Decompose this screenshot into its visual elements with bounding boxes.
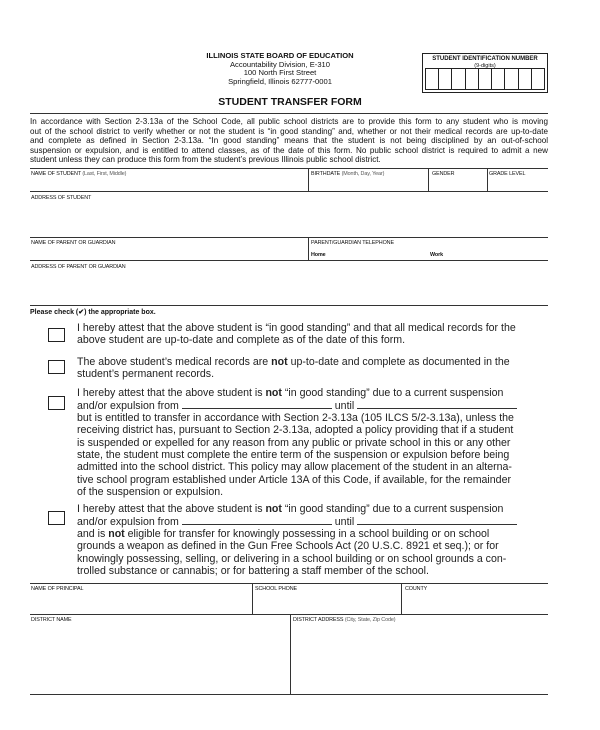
label: DISTRICT ADDRESS	[293, 617, 344, 623]
text: and/or expulsion from	[77, 400, 179, 413]
divider	[30, 191, 548, 192]
option-line: is suspended or expelled for any reason from any public or private school in this or any other	[77, 436, 511, 449]
name-of-parent-field[interactable]: NAME OF PARENT OR GUARDIAN	[31, 240, 116, 246]
divider	[428, 168, 429, 192]
emphasis: not	[265, 387, 282, 399]
district-address-field[interactable]	[293, 617, 395, 624]
weapon-drug-checkbox[interactable]	[48, 511, 65, 525]
divider	[30, 113, 548, 114]
good-standing-checkbox[interactable]	[48, 328, 65, 342]
option-line: trolled substance or cannabis; or for battering a staff member of the school.	[77, 564, 429, 577]
option-good-standing	[77, 322, 547, 347]
option-line: but is entitled to transfer in accordance with Section 2-3.13a (105 ILCS 5/2-3.13a), unless the	[77, 411, 514, 424]
text: “in good standing” due to a current suspension	[281, 503, 504, 515]
grade-level-field[interactable]: GRADE LEVEL	[489, 171, 526, 177]
street: 100 North First Street	[243, 68, 317, 78]
text: “in good standing” due to a current suspension	[281, 387, 504, 399]
text: until	[334, 516, 355, 529]
hint: (Last, First, Middle)	[82, 171, 127, 177]
divider	[487, 168, 488, 192]
county-field[interactable]: COUNTY	[405, 586, 428, 592]
emphasis: not	[108, 527, 125, 540]
divider	[30, 614, 548, 615]
option-line: I hereby attest that the above student is “in good standing” and that all medical records for the	[77, 322, 516, 334]
parent-telephone-label: PARENT/GUARDIAN TELEPHONE	[311, 240, 394, 246]
text: I hereby attest that the above student is	[77, 387, 266, 399]
hint: (Month, Day, Year)	[341, 171, 385, 177]
option-line: receiving district has, pursuant to Section 2-3.13a, adopted a policy providing that if a student	[77, 424, 514, 437]
option-line: tive school program established under Article 13A of this Code, if available, for the remainder	[77, 473, 511, 486]
divider	[252, 583, 253, 615]
until-date-blank[interactable]	[357, 515, 517, 525]
text: and is	[77, 527, 109, 540]
district-name-field[interactable]: DISTRICT NAME	[31, 617, 72, 623]
label: BIRTHDATE	[311, 171, 341, 177]
birthdate-field[interactable]	[311, 171, 384, 178]
text: until	[334, 400, 355, 413]
text: The above student’s medical records are	[77, 356, 272, 368]
divider	[30, 583, 548, 584]
option-line: state, the student must complete the entire term of the suspension or expulsion before being	[77, 448, 510, 461]
suspension-checkbox[interactable]	[48, 396, 65, 410]
school-from-blank[interactable]	[182, 515, 332, 525]
name-of-principal-field[interactable]: NAME OF PRINCIPAL	[31, 586, 84, 592]
option-line: admitted into the school district. This policy may allow placement of the student in an alterna-	[77, 461, 512, 474]
option-line: above student are up-to-date and complete as of the date of this form.	[77, 334, 406, 347]
student-id-box	[422, 53, 548, 93]
agency-name: ILLINOIS STATE BOARD OF EDUCATION	[206, 51, 354, 60]
option-weapon-drug	[77, 503, 547, 577]
hint: (City, State, Zip Code)	[344, 617, 396, 623]
id-digit-cell[interactable]	[532, 69, 544, 89]
label: NAME OF STUDENT	[31, 171, 81, 177]
gender-field[interactable]: GENDER	[432, 171, 455, 177]
option-suspension	[77, 387, 547, 499]
divider	[401, 583, 402, 615]
intro-line: student unless they can produce this form from the student’s previous Illinois public school district.	[30, 155, 381, 165]
student-id-title: STUDENT IDENTIFICATION NUMBER	[432, 56, 538, 62]
emphasis: not	[271, 356, 288, 368]
divider	[30, 305, 548, 306]
divider	[30, 694, 548, 695]
form-title: STUDENT TRANSFER FORM	[218, 96, 362, 108]
option-line: grounds a weapon as defined in the Gun Free Schools Act (20 U.S.C. 8921 et seq.); or for	[77, 540, 499, 553]
option-line: knowingly possessing, selling, or delivering in a school building or on school grounds a con-	[77, 552, 507, 565]
student-id-cells[interactable]	[425, 68, 545, 90]
divider	[308, 168, 309, 192]
work-phone-field[interactable]: Work	[430, 252, 443, 258]
id-digit-cell[interactable]	[452, 69, 465, 89]
text: I hereby attest that the above student is	[77, 503, 266, 515]
text: up-to-date and complete as documented in the	[287, 356, 510, 368]
divider	[308, 237, 309, 261]
id-digit-cell[interactable]	[426, 69, 439, 89]
intro-line: out of the school district to verify whether or not the student is “in good standing” and, whether or not their medical records are up-to-date	[30, 126, 548, 136]
intro-line: In accordance with Section 2-3.13a of the School Code, all public school districts are to provide this form to any student who is moving	[30, 117, 548, 126]
division: Accountability Division, E-310	[229, 59, 331, 69]
school-phone-field[interactable]: SCHOOL PHONE	[255, 586, 298, 592]
divider	[290, 614, 291, 694]
id-digit-cell[interactable]	[519, 69, 532, 89]
id-digit-cell[interactable]	[466, 69, 479, 89]
school-from-blank[interactable]	[182, 399, 332, 409]
id-digit-cell[interactable]	[479, 69, 492, 89]
intro-text	[30, 117, 548, 165]
option-medical-records	[77, 356, 547, 381]
divider	[30, 237, 548, 238]
divider	[30, 260, 548, 261]
home-phone-field[interactable]: Home	[311, 252, 326, 258]
text: and/or expulsion from	[77, 516, 179, 529]
text: eligible for transfer for knowingly possessing in a school building or on school	[124, 527, 490, 540]
medical-records-checkbox[interactable]	[48, 360, 65, 374]
agency-header	[150, 52, 410, 86]
intro-line: and complete as defined in Section 2-3.13a. “In good standing” means that the student is not being disciplined by an out-of-school	[30, 136, 548, 146]
id-digit-cell[interactable]	[439, 69, 452, 89]
id-digit-cell[interactable]	[492, 69, 505, 89]
id-digit-cell[interactable]	[505, 69, 518, 89]
address-of-parent-field[interactable]: ADDRESS OF PARENT OR GUARDIAN	[31, 264, 126, 270]
option-line: of the suspension or expulsion.	[77, 486, 224, 499]
option-line: student’s permanent records.	[77, 368, 215, 381]
intro-line: suspension or expulsion, and is entitled to attend classes, as of the date of this form. No public school district is required to admit a new	[30, 145, 548, 155]
name-of-student-field[interactable]	[31, 171, 126, 178]
divider	[30, 168, 548, 169]
student-id-subtitle: (9-digits)	[474, 63, 496, 69]
city: Springfield, Illinois 62777-0001	[228, 76, 332, 86]
emphasis: not	[265, 503, 282, 515]
until-date-blank[interactable]	[357, 399, 517, 409]
check-instruction: Please check (✔) the appropriate box.	[30, 309, 156, 316]
address-of-student-field[interactable]: ADDRESS OF STUDENT	[31, 195, 92, 201]
